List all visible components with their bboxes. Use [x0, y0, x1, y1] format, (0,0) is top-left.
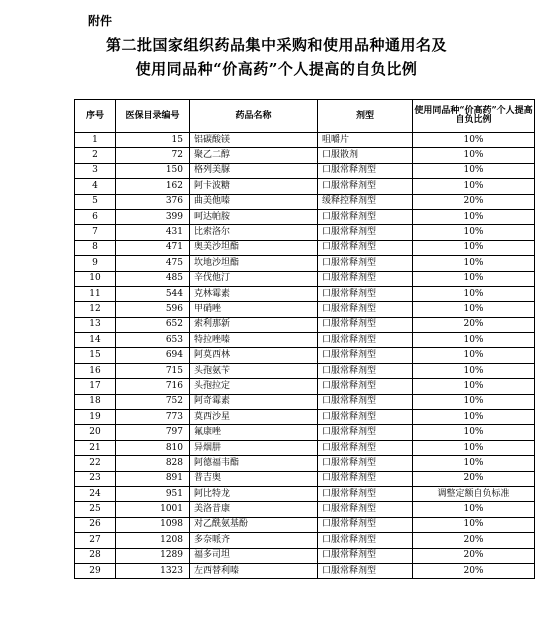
drug-name: 福多司坦	[190, 548, 318, 563]
copay-ratio: 20%	[413, 533, 535, 548]
copay-ratio: 10%	[413, 363, 535, 378]
dosage-form: 口服常释剂型	[318, 163, 413, 178]
row-index: 29	[75, 563, 116, 578]
copay-ratio: 10%	[413, 286, 535, 301]
row-index: 22	[75, 456, 116, 471]
row-index: 16	[75, 363, 116, 378]
catalog-number: 1289	[116, 548, 190, 563]
drug-name: 美洛昔康	[190, 502, 318, 517]
dosage-form: 口服常释剂型	[318, 379, 413, 394]
title-line-1: 第二批国家组织药品集中采购和使用品种通用名及	[105, 36, 447, 54]
drug-name: 特拉唑嗪	[190, 333, 318, 348]
table-row	[75, 163, 535, 178]
attachment-label: 附件	[88, 14, 113, 28]
drug-name: 聚乙二醇	[190, 148, 318, 163]
drug-name: 奥美沙坦酯	[190, 240, 318, 255]
copay-ratio: 10%	[413, 456, 535, 471]
table-row	[75, 548, 535, 563]
catalog-number: 797	[116, 425, 190, 440]
row-index: 20	[75, 425, 116, 440]
header-catalog-number: 医保目录编号	[116, 100, 190, 133]
row-index: 28	[75, 548, 116, 563]
drug-name: 坎地沙坦酯	[190, 256, 318, 271]
dosage-form: 口服常释剂型	[318, 286, 413, 301]
copay-ratio: 20%	[413, 471, 535, 486]
copay-ratio: 10%	[413, 379, 535, 394]
drug-name: 氟康唑	[190, 425, 318, 440]
copay-ratio: 10%	[413, 256, 535, 271]
copay-ratio: 10%	[413, 148, 535, 163]
copay-ratio: 20%	[413, 317, 535, 332]
copay-ratio: 10%	[413, 133, 535, 148]
drug-name: 阿奇霉素	[190, 394, 318, 409]
table-row	[75, 379, 535, 394]
drug-name: 阿莫西林	[190, 348, 318, 363]
drug-name: 莫西沙星	[190, 410, 318, 425]
table-row	[75, 286, 535, 301]
drug-name: 索利那新	[190, 317, 318, 332]
row-index: 3	[75, 163, 116, 178]
table-row	[75, 425, 535, 440]
drug-name: 头孢氨苄	[190, 363, 318, 378]
dosage-form: 口服常释剂型	[318, 410, 413, 425]
dosage-form: 口服常释剂型	[318, 240, 413, 255]
copay-ratio: 10%	[413, 425, 535, 440]
row-index: 18	[75, 394, 116, 409]
catalog-number: 15	[116, 133, 190, 148]
catalog-number: 596	[116, 302, 190, 317]
dosage-form: 口服常释剂型	[318, 256, 413, 271]
copay-ratio: 10%	[413, 271, 535, 286]
row-index: 5	[75, 194, 116, 209]
catalog-number: 431	[116, 225, 190, 240]
drug-name: 克林霉素	[190, 286, 318, 301]
copay-ratio: 10%	[413, 225, 535, 240]
drug-name: 铝碳酸镁	[190, 133, 318, 148]
copay-ratio: 20%	[413, 548, 535, 563]
row-index: 17	[75, 379, 116, 394]
table-row	[75, 394, 535, 409]
header-copay-ratio: 使用同品种“价高药”个人提高自负比例	[413, 100, 535, 133]
catalog-number: 376	[116, 194, 190, 209]
catalog-number: 544	[116, 286, 190, 301]
dosage-form: 口服常释剂型	[318, 225, 413, 240]
dosage-form: 口服常释剂型	[318, 209, 413, 224]
row-index: 21	[75, 440, 116, 455]
copay-ratio: 10%	[413, 302, 535, 317]
catalog-number: 653	[116, 333, 190, 348]
dosage-form: 咀嚼片	[318, 133, 413, 148]
row-index: 7	[75, 225, 116, 240]
copay-ratio: 10%	[413, 517, 535, 532]
catalog-number: 810	[116, 440, 190, 455]
table-row	[75, 225, 535, 240]
catalog-number: 471	[116, 240, 190, 255]
row-index: 8	[75, 240, 116, 255]
table-row	[75, 240, 535, 255]
row-index: 13	[75, 317, 116, 332]
catalog-number: 716	[116, 379, 190, 394]
table-row	[75, 410, 535, 425]
dosage-form: 口服常释剂型	[318, 333, 413, 348]
copay-ratio: 10%	[413, 333, 535, 348]
dosage-form: 口服散剂	[318, 148, 413, 163]
drug-name: 阿德福韦酯	[190, 456, 318, 471]
catalog-number: 752	[116, 394, 190, 409]
table-row	[75, 133, 535, 148]
catalog-number: 773	[116, 410, 190, 425]
table-row	[75, 317, 535, 332]
row-index: 2	[75, 148, 116, 163]
row-index: 27	[75, 533, 116, 548]
row-index: 11	[75, 286, 116, 301]
catalog-number: 1098	[116, 517, 190, 532]
copay-ratio: 10%	[413, 163, 535, 178]
table-row	[75, 440, 535, 455]
row-index: 10	[75, 271, 116, 286]
catalog-number: 951	[116, 486, 190, 501]
catalog-number: 828	[116, 456, 190, 471]
title-line-2: 使用同品种“价高药”个人提高的自负比例	[135, 60, 418, 78]
drug-name: 阿卡波糖	[190, 179, 318, 194]
drug-name: 曲美他嗪	[190, 194, 318, 209]
table-row	[75, 363, 535, 378]
table-row	[75, 333, 535, 348]
table-row	[75, 486, 535, 501]
catalog-number: 652	[116, 317, 190, 332]
copay-ratio: 10%	[413, 348, 535, 363]
drug-name: 比索洛尔	[190, 225, 318, 240]
drug-name: 格列美脲	[190, 163, 318, 178]
dosage-form: 口服常释剂型	[318, 302, 413, 317]
table-row	[75, 271, 535, 286]
catalog-number: 150	[116, 163, 190, 178]
catalog-number: 399	[116, 209, 190, 224]
catalog-number: 72	[116, 148, 190, 163]
table-row	[75, 533, 535, 548]
dosage-form: 口服常释剂型	[318, 533, 413, 548]
table-row	[75, 502, 535, 517]
dosage-form: 口服常释剂型	[318, 425, 413, 440]
drug-name: 甲硝唑	[190, 302, 318, 317]
dosage-form: 口服常释剂型	[318, 363, 413, 378]
copay-ratio: 10%	[413, 209, 535, 224]
row-index: 19	[75, 410, 116, 425]
dosage-form: 口服常释剂型	[318, 394, 413, 409]
row-index: 15	[75, 348, 116, 363]
dosage-form: 口服常释剂型	[318, 517, 413, 532]
catalog-number: 1001	[116, 502, 190, 517]
copay-ratio: 20%	[413, 194, 535, 209]
table-row	[75, 471, 535, 486]
drug-name: 对乙酰氨基酚	[190, 517, 318, 532]
row-index: 6	[75, 209, 116, 224]
table-header-row	[75, 100, 535, 133]
copay-ratio: 10%	[413, 440, 535, 455]
table-row	[75, 256, 535, 271]
catalog-number: 162	[116, 179, 190, 194]
catalog-number: 475	[116, 256, 190, 271]
dosage-form: 口服常释剂型	[318, 502, 413, 517]
row-index: 25	[75, 502, 116, 517]
row-index: 9	[75, 256, 116, 271]
drug-name: 阿比特龙	[190, 486, 318, 501]
dosage-form: 口服常释剂型	[318, 317, 413, 332]
dosage-form: 口服常释剂型	[318, 486, 413, 501]
copay-ratio: 10%	[413, 179, 535, 194]
copay-ratio: 10%	[413, 502, 535, 517]
header-dosage-form: 剂型	[318, 100, 413, 133]
header-index: 序号	[75, 100, 116, 133]
dosage-form: 口服常释剂型	[318, 471, 413, 486]
dosage-form: 口服常释剂型	[318, 179, 413, 194]
drug-name: 辛伐他汀	[190, 271, 318, 286]
drug-name: 左西替利嗪	[190, 563, 318, 578]
dosage-form: 口服常释剂型	[318, 456, 413, 471]
drug-name: 异烟肼	[190, 440, 318, 455]
drug-name: 头孢拉定	[190, 379, 318, 394]
dosage-form: 口服常释剂型	[318, 271, 413, 286]
table-row	[75, 148, 535, 163]
table-row	[75, 179, 535, 194]
copay-ratio: 10%	[413, 394, 535, 409]
copay-ratio: 20%	[413, 563, 535, 578]
row-index: 4	[75, 179, 116, 194]
table-row	[75, 302, 535, 317]
catalog-number: 694	[116, 348, 190, 363]
table-row	[75, 517, 535, 532]
table-row	[75, 209, 535, 224]
catalog-number: 1208	[116, 533, 190, 548]
dosage-form: 口服常释剂型	[318, 548, 413, 563]
drug-name: 普吉奥	[190, 471, 318, 486]
row-index: 1	[75, 133, 116, 148]
catalog-number: 715	[116, 363, 190, 378]
catalog-number: 485	[116, 271, 190, 286]
copay-ratio: 调整定额自负标准	[413, 486, 535, 501]
copay-ratio: 10%	[413, 240, 535, 255]
dosage-form: 缓释控释剂型	[318, 194, 413, 209]
table-row	[75, 563, 535, 578]
header-drug-name: 药品名称	[190, 100, 318, 133]
catalog-number: 1323	[116, 563, 190, 578]
copay-ratio: 10%	[413, 410, 535, 425]
row-index: 24	[75, 486, 116, 501]
drug-name: 多奈哌齐	[190, 533, 318, 548]
table-row	[75, 456, 535, 471]
row-index: 12	[75, 302, 116, 317]
row-index: 23	[75, 471, 116, 486]
dosage-form: 口服常释剂型	[318, 440, 413, 455]
table-row	[75, 194, 535, 209]
drug-name: 呵达帕胺	[190, 209, 318, 224]
drug-table	[74, 99, 535, 579]
dosage-form: 口服常释剂型	[318, 348, 413, 363]
row-index: 14	[75, 333, 116, 348]
catalog-number: 891	[116, 471, 190, 486]
dosage-form: 口服常释剂型	[318, 563, 413, 578]
table-row	[75, 348, 535, 363]
row-index: 26	[75, 517, 116, 532]
